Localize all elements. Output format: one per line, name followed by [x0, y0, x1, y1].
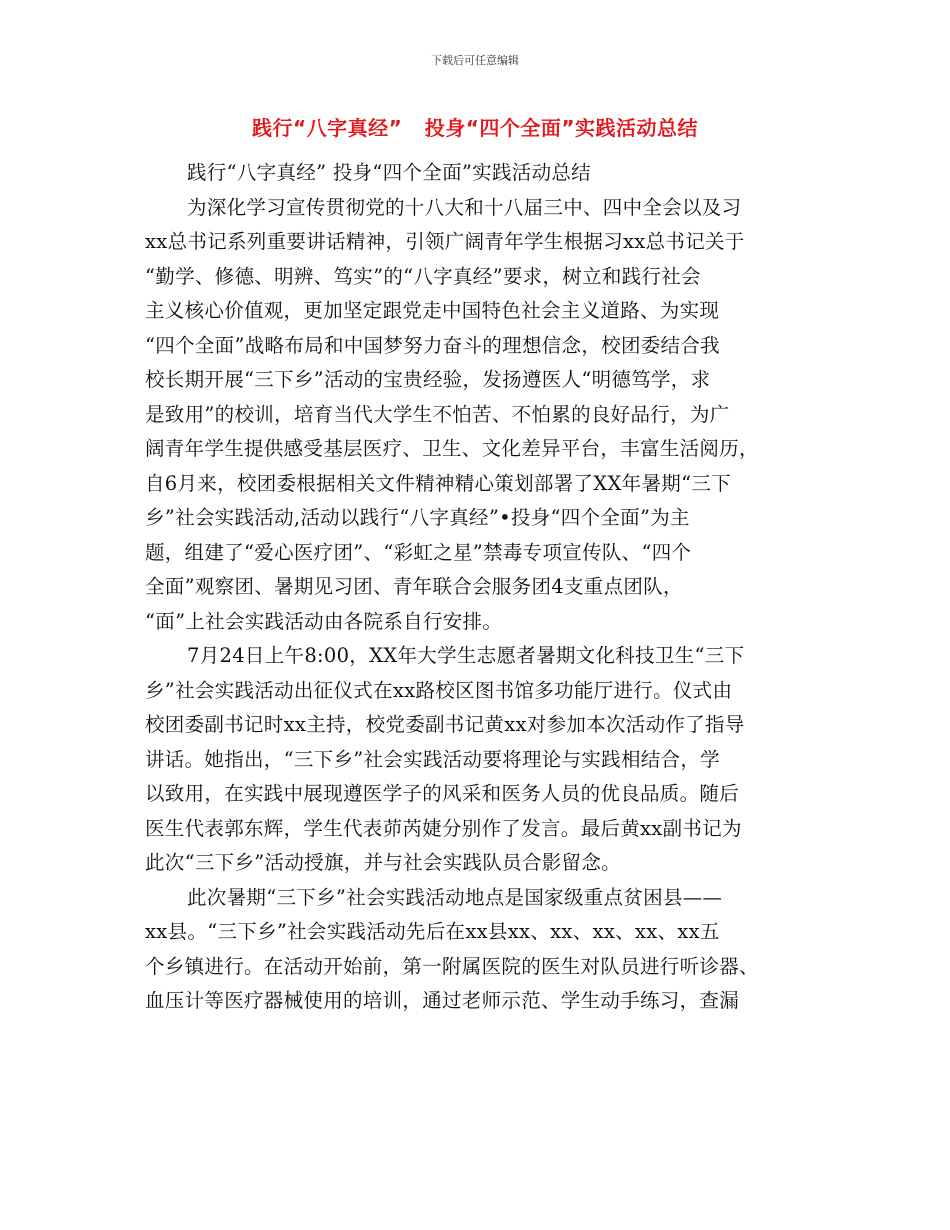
text-line: 个乡镇进行。在活动开始前，第一附属医院的医生对队员进行听诊器、	[145, 954, 759, 978]
text-line: 自6月来，校团委根据相关文件精神精心策划部署了XX年暑期“三下	[145, 471, 731, 495]
text-line: 此次暑期“三下乡”社会实践活动地点是国家级重点贫困县——	[187, 885, 723, 909]
text-line: 校长期开展“三下乡”活动的宝贵经验，发扬遵医人“明德笃学，求	[145, 368, 711, 391]
document-title: 践行“八字真经” 投身“四个全面”实践活动总结	[252, 116, 698, 140]
header-note: 下载后可任意编辑	[431, 54, 519, 67]
paragraph	[145, 156, 805, 191]
text-line: xx总书记系列重要讲话精神，引领广阔青年学生根据习xx总书记关于	[145, 230, 745, 253]
text-line: 全面”观察团、暑期见习团、青年联合会服务团4支重点团队，	[145, 575, 683, 598]
text-line: 讲话。她指出，“三下乡”社会实践活动要将理论与实践相结合，学	[145, 747, 720, 771]
text-line: 7月24日上午8:00，XX年大学生志愿者暑期文化科技卫生“三下	[187, 644, 745, 667]
text-line: 践行“八字真经” 投身“四个全面”实践活动总结	[187, 161, 591, 184]
text-line: 校团委副书记时xx主持，校党委副书记黄xx对参加本次活动作了指导	[145, 713, 745, 736]
text-line: 题，组建了“爱心医疗团”、“彩虹之星”禁毒专项宣传队、“四个	[145, 540, 692, 564]
text-line: xx县。“三下乡”社会实践活动先后在xx县xx、xx、xx、xx、xx五	[145, 920, 720, 943]
text-line: “四个全面”战略布局和中国梦努力奋斗的理想信念，校团委结合我	[145, 333, 720, 357]
text-line: 为深化学习宣传贯彻党的十八大和十八届三中、四中全会以及习	[187, 195, 742, 219]
text-line: 医生代表郭东辉，学生代表茆芮婕分别作了发言。最后黄xx副书记为	[145, 816, 742, 840]
text-line: “面”上社会实践活动由各院系自行安排。	[145, 609, 503, 633]
paragraph	[145, 881, 805, 1019]
paragraph	[145, 191, 805, 640]
text-line: “勤学、修德、明辨、笃实”的“八字真经”要求，树立和践行社会	[145, 264, 701, 288]
text-line: 阔青年学生提供感受基层医疗、卫生、文化差异平台，丰富生活阅历，	[145, 437, 759, 460]
text-line: 血压计等医疗器械使用的培训，通过老师示范、学生动手练习，查漏	[145, 989, 740, 1012]
text-line: 乡”社会实践活动出征仪式在xx路校区图书馆多功能厅进行。仪式由	[145, 678, 733, 702]
text-line: 是致用”的校训，培育当代大学生不怕苦、不怕累的良好品行，为广	[145, 402, 730, 426]
paragraph	[145, 639, 805, 881]
document-body	[145, 156, 805, 1019]
text-line: 此次“三下乡”活动授旗，并与社会实践队员合影留念。	[145, 851, 621, 874]
text-line: 乡”社会实践活动,活动以践行“八字真经”•投身“四个全面”为主	[145, 506, 690, 529]
text-line: 以致用，在实践中展现遵医学子的风采和医务人员的优良品质。随后	[145, 782, 740, 805]
text-line: 主义核心价值观，更加坚定跟党走中国特色社会主义道路、为实现	[145, 299, 720, 322]
